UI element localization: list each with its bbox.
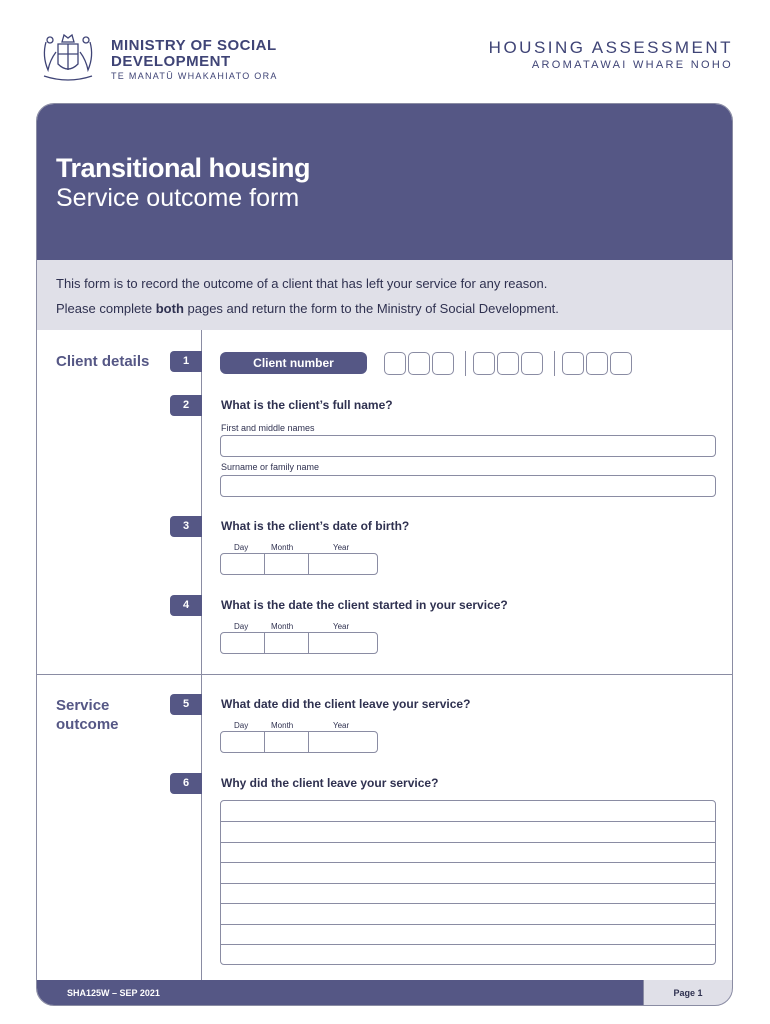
- ministry-line1: MINISTRY OF SOCIAL: [111, 37, 277, 54]
- ministry-maori-name: TE MANATŪ WHAKAHIATO ORA: [111, 71, 278, 81]
- section-column: [37, 330, 202, 980]
- surname-label: Surname or family name: [221, 462, 320, 472]
- form-card: [36, 103, 733, 1006]
- start-day-label: Day: [234, 622, 249, 631]
- client-number-label: Client number: [220, 352, 367, 374]
- page-header: [0, 0, 770, 100]
- first-names-field[interactable]: [220, 435, 716, 457]
- leave-day-label: Day: [234, 721, 249, 730]
- leave-year-label: Year: [333, 721, 350, 730]
- question-number-6: 6: [170, 773, 202, 794]
- dob-month-label: Month: [271, 543, 294, 552]
- page-number: Page 1: [643, 980, 732, 1006]
- form-title: Transitional housing: [56, 153, 311, 183]
- dob-day-label: Day: [234, 543, 249, 552]
- section-title-maori: AROMATAWAI WHARE NOHO: [531, 59, 733, 71]
- section-service-outcome-line2: outcome: [56, 716, 119, 733]
- question-number-1: 1: [170, 351, 202, 372]
- question-number-5: 5: [170, 694, 202, 715]
- client-number-digit-8[interactable]: [586, 352, 608, 375]
- ministry-name: [111, 38, 277, 70]
- intro-text-2-end: pages and return the form to the Ministry of Social Development.: [183, 301, 559, 316]
- digit-separator: [554, 351, 555, 376]
- start-year-label: Year: [333, 622, 350, 631]
- start-date-field[interactable]: [220, 632, 378, 654]
- client-number-digit-6[interactable]: [521, 352, 543, 375]
- title-banner: [37, 104, 732, 260]
- client-number-digit-3[interactable]: [432, 352, 454, 375]
- section-service-outcome: [56, 696, 119, 734]
- page-footer: [37, 980, 732, 1006]
- client-number-digit-2[interactable]: [408, 352, 430, 375]
- nz-coat-of-arms-icon: [36, 30, 100, 86]
- question-number-3: 3: [170, 516, 202, 537]
- client-number-digit-5[interactable]: [497, 352, 519, 375]
- section-client-details: Client details: [56, 353, 150, 370]
- question-5-label: What date did the client leave your service?: [221, 697, 471, 711]
- question-number-2: 2: [170, 395, 202, 416]
- client-number-digit-9[interactable]: [610, 352, 632, 375]
- question-2-label: What is the client’s full name?: [221, 398, 393, 412]
- client-number-digit-7[interactable]: [562, 352, 584, 375]
- leave-date-field[interactable]: [220, 731, 378, 753]
- question-3-label: What is the client’s date of birth?: [221, 519, 410, 533]
- section-title: HOUSING ASSESSMENT: [488, 38, 733, 57]
- intro-text-2: [56, 301, 559, 316]
- dob-date-field[interactable]: [220, 553, 378, 575]
- section-divider: [37, 674, 732, 675]
- start-month-label: Month: [271, 622, 294, 631]
- first-names-label: First and middle names: [221, 423, 315, 433]
- leave-month-label: Month: [271, 721, 294, 730]
- question-4-label: What is the date the client started in your service?: [221, 598, 508, 612]
- intro-text-2-bold: both: [155, 301, 184, 316]
- digit-separator: [465, 351, 466, 376]
- client-number-digit-4[interactable]: [473, 352, 495, 375]
- client-number-digit-1[interactable]: [384, 352, 406, 375]
- form-code: SHA125W – SEP 2021: [67, 988, 160, 998]
- intro-text-2-start: Please complete: [56, 301, 156, 316]
- ministry-line2: DEVELOPMENT: [111, 53, 231, 70]
- surname-field[interactable]: [220, 475, 716, 497]
- section-service-outcome-line1: Service: [56, 697, 110, 714]
- form-subtitle: Service outcome form: [56, 184, 300, 212]
- intro-text-1: This form is to record the outcome of a client that has left your service for any reason.: [56, 276, 548, 291]
- leave-reason-textarea[interactable]: [220, 800, 716, 965]
- question-6-label: Why did the client leave your service?: [221, 776, 439, 790]
- dob-year-label: Year: [333, 543, 350, 552]
- intro-band: [37, 260, 732, 330]
- question-number-4: 4: [170, 595, 202, 616]
